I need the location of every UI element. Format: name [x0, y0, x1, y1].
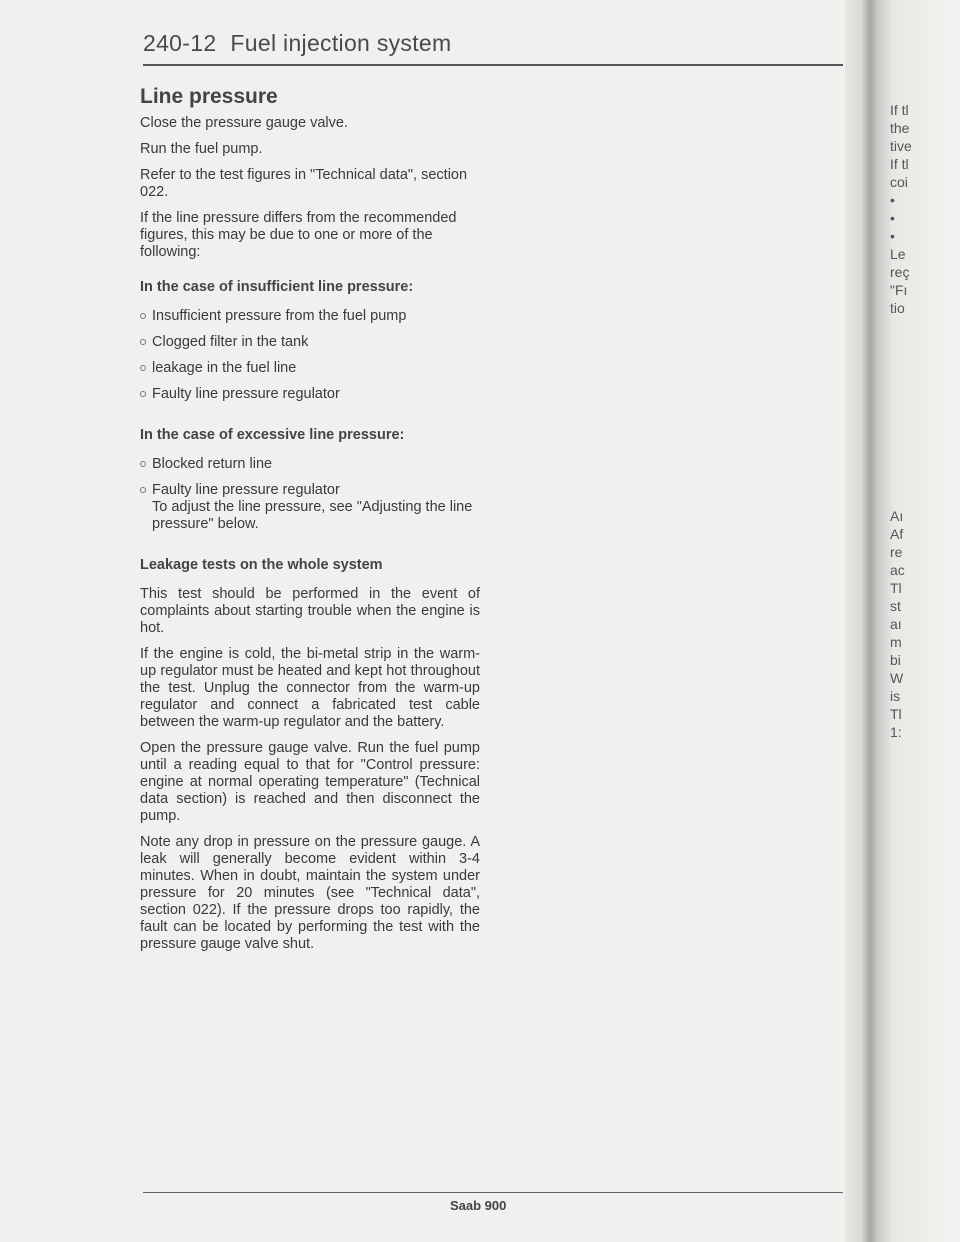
- intro-paragraph: Refer to the test figures in "Technical data", section 022.: [140, 167, 468, 200]
- intro-paragraph: Close the pressure gauge valve.: [140, 115, 348, 131]
- list-item: Blocked return line: [140, 456, 480, 473]
- leakage-paragraph: Note any drop in pressure on the pressure gauge. A leak will generally become evident within 3-4 minutes. When in doubt, maintain the system under pressure for 20 minutes (see "Technical data", section 022). If the pressure drops too rapidly, the fault can be located by performing the test with the pressure gauge valve shut.: [140, 834, 480, 952]
- footer-rule: [143, 1192, 843, 1193]
- edge-fragment: tive: [890, 138, 912, 154]
- edge-fragment: •: [890, 228, 895, 244]
- leakage-tests-heading: Leakage tests on the whole system: [140, 557, 383, 573]
- edge-fragment: m: [890, 634, 902, 650]
- edge-fragment: coi: [890, 174, 908, 190]
- list-item: Clogged filter in the tank: [140, 334, 480, 351]
- list-item: [140, 482, 480, 533]
- footer-model: Saab 900: [450, 1198, 507, 1213]
- adjacent-page-text-bottom: [890, 508, 960, 742]
- edge-fragment: Tl: [890, 706, 902, 722]
- section-heading: Line pressure: [140, 85, 278, 108]
- edge-fragment: Le: [890, 246, 906, 262]
- edge-fragment: is: [890, 688, 901, 704]
- edge-fragment: Aı: [890, 508, 904, 524]
- adjacent-page-text-top: [890, 102, 960, 318]
- edge-fragment: reç: [890, 264, 910, 280]
- edge-fragment: If tl: [890, 102, 909, 118]
- insufficient-pressure-heading: In the case of insufficient line pressure:: [140, 279, 414, 295]
- edge-fragment: re: [890, 544, 903, 560]
- edge-fragment: the: [890, 120, 910, 136]
- edge-fragment: Tl: [890, 580, 902, 596]
- edge-fragment: If tl: [890, 156, 909, 172]
- list-item: Insufficient pressure from the fuel pump: [140, 308, 480, 325]
- list-item: leakage in the fuel line: [140, 360, 480, 377]
- list-item: Faulty line pressure regulator: [140, 386, 480, 403]
- edge-fragment: aı: [890, 616, 902, 632]
- edge-fragment: 1:: [890, 724, 902, 740]
- edge-fragment: "Fı: [890, 282, 908, 298]
- adjustment-note: To adjust the line pressure, see "Adjusting the line pressure" below.: [152, 499, 473, 532]
- edge-fragment: tio: [890, 300, 905, 316]
- edge-fragment: W: [890, 670, 904, 686]
- header-rule: [143, 64, 843, 66]
- section-number: 240-12: [143, 30, 217, 56]
- book-spine-shadow: [862, 0, 876, 1242]
- excessive-pressure-list: [140, 456, 480, 533]
- leakage-paragraph: If the engine is cold, the bi-metal strip in the warm-up regulator must be heated and kept hot throughout the test. Unplug the connector from the warm-up regulator and connect a fabricated test cable between the warm-up regulator and the battery.: [140, 646, 480, 730]
- edge-fragment: •: [890, 210, 895, 226]
- edge-fragment: bi: [890, 652, 901, 668]
- edge-fragment: ac: [890, 562, 905, 578]
- leakage-paragraph: Open the pressure gauge valve. Run the fuel pump until a reading equal to that for "Control pressure: engine at normal operating temperature" (Technical data section) is reached and then disconnect the pump.: [140, 740, 480, 824]
- excessive-pressure-heading: In the case of excessive line pressure:: [140, 427, 405, 443]
- list-item-text: Faulty line pressure regulator: [152, 482, 340, 498]
- edge-fragment: •: [890, 192, 895, 208]
- main-content: [140, 85, 480, 962]
- intro-paragraph: Run the fuel pump.: [140, 141, 263, 157]
- section-title: Fuel injection system: [230, 30, 452, 56]
- edge-fragment: st: [890, 598, 901, 614]
- page-header: [143, 30, 451, 57]
- leakage-paragraph: This test should be performed in the event of complaints about starting trouble when the engine is hot.: [140, 586, 480, 636]
- insufficient-pressure-list: [140, 308, 480, 403]
- intro-paragraph: If the line pressure differs from the recommended figures, this may be due to one or more of the following:: [140, 210, 457, 260]
- edge-fragment: Af: [890, 526, 904, 542]
